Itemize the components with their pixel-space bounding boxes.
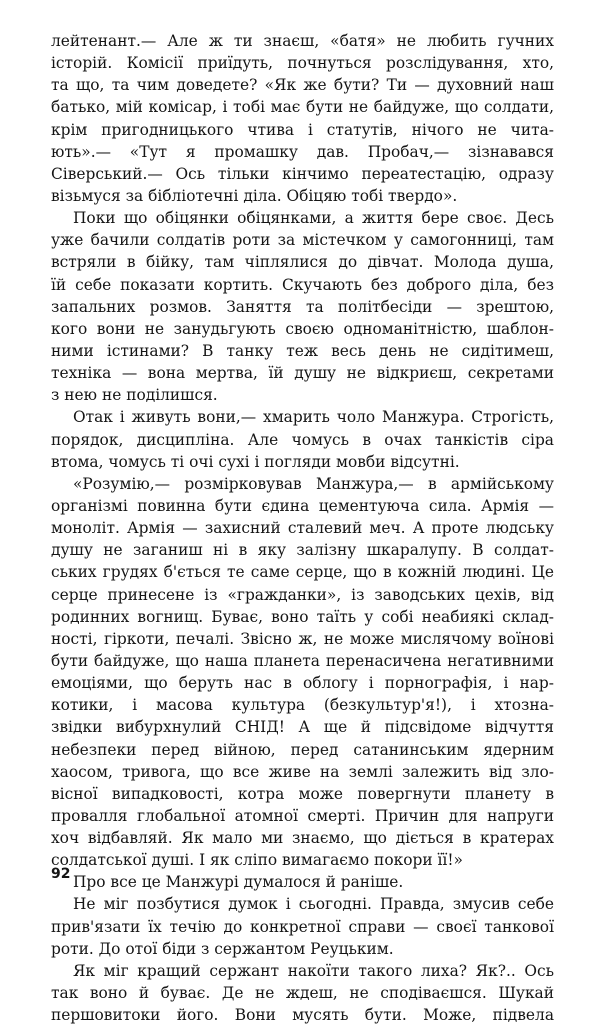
text-line: ності, гіркоти, печалі. Звісно ж, не може мислячому воїнові [51,629,554,648]
text-line: порядок, дисципліна. Але чомусь в очах танкістів сіра [51,430,554,449]
text-line: небезпеки перед війною, перед сатанинським ядерним [51,740,554,759]
text-line: уже бачили солдатів роти за містечком у самогонниці, там [51,231,554,250]
text-line: візьмуся за бібліотечні діла. Обіцяю тобі твердо». [51,186,458,205]
paragraph [51,893,554,959]
text-line: «Розумію,— розмірковував Манжура,— в армійському [73,474,554,493]
text-line: втома, чомусь ті очі сухі і погляди мовби відсутні. [51,452,460,471]
text-line: батько, мій комісар, і тобі має бути не байдуже, що солдати, [51,98,554,117]
paragraph [51,960,554,1026]
text-line: історій. Комісії приїдуть, почнуться розслідування, хто, [51,54,554,73]
text-line: запальних розмов. Заняття та політбесіди — зрештою, [51,297,554,316]
text-line: провалля глобальної атомної смерті. Причин для напруги [51,806,554,825]
text-line: Як міг кращий сержант накоїти такого лиха? Як?.. Ось [73,961,554,980]
text-line: моноліт. Армія — захисний сталевий меч. А проте людську [51,519,554,538]
text-line: котики, і масова культура (безкультур'я!), і хтозна- [51,696,554,715]
text-line: Отак і живуть вони,— хмарить чоло Манжура. Строгість, [73,408,554,427]
text-line: душу не заганиш ні в яку залізну шкаралупу. В солдат- [51,541,554,560]
paragraph [51,30,554,207]
text-line: вісної випадковості, котра може повергнути планету в [51,784,554,803]
text-line: бути байдуже, що наша планета перенасичена негативними [51,651,554,670]
text-line: родинних вогнищ. Буває, воно таїть у собі неабиякі склад- [51,607,554,626]
text-line: першовитоки його. Вони мусять бути. Може, підвела [51,1006,554,1025]
text-line: емоціями, що беруть нас в облогу і порнографія, і нар- [51,674,554,693]
text-line: серце принесене із «гражданки», із заводських цехів, від [51,585,554,604]
text-line: та що, та чим доведете? «Як же бути? Ти — духовний наш [51,76,554,95]
text-line: Про все це Манжурі думалося й раніше. [73,873,404,892]
text-line: так воно й буває. Де не ждеш, не сподіваєшся. Шукай [51,984,554,1003]
text-line: звідки вибурхнулий СНІД! А ще й підсвідоме відчуття [51,718,554,737]
text-line: кого вони не занудьгують своєю одноманітністю, шаблон- [51,319,554,338]
text-line: солдатської душі. І як сліпо вимагаємо покори її!» [51,851,463,870]
text-line: ських грудях б'ється те саме серце, що в кожній людині. Це [51,563,554,582]
paragraph [51,473,554,872]
text-line: хаосом, тривога, що все живе на землі залежить від зло- [51,762,554,781]
text-line: хоч відбавляй. Як мало ми знаємо, що діється в кратерах [51,829,554,848]
text-line: організмі повинна бути єдина цементуюча сила. Армія — [51,496,554,515]
text-line: прив'язати їх течію до конкретної справи — своєї танкової [51,917,554,936]
paragraph [51,871,554,893]
text-line: їй себе показати кортить. Скучають без доброго діла, без [51,275,554,294]
text-line: Не міг позбутися думок і сьогодні. Правда, змусив себе [73,895,554,914]
text-line: крім пригодницького чтива і статутів, нічого не чита- [51,120,554,139]
text-line: встряли в бійку, там чіплялися до дівчат. Молода душа, [51,253,554,272]
page-number: 92 [51,866,71,882]
paragraph [51,207,554,406]
text-line: лейтенант.— Але ж ти знаєш, «батя» не любить гучних [51,32,554,50]
text-line: роти. До отої біди з сержантом Реуцьким. [51,939,394,958]
text-line: Поки що обіцянки обіцянками, а життя бере своє. Десь [73,209,554,228]
paragraph [51,406,554,472]
text-line: Сіверський.— Ось тільки кінчимо переатестацію, одразу [51,164,554,183]
text-line: ними істинами? В танку теж весь день не сидітимеш, [51,341,554,360]
text-line: техніка — вона мертва, їй душу не відкриєш, секретами [51,364,554,383]
text-line: ють».— «Тут я промашку дав. Пробач,— зізнавався [51,142,554,161]
body-text [51,30,554,1026]
text-line: з нею не поділишся. [51,386,218,405]
